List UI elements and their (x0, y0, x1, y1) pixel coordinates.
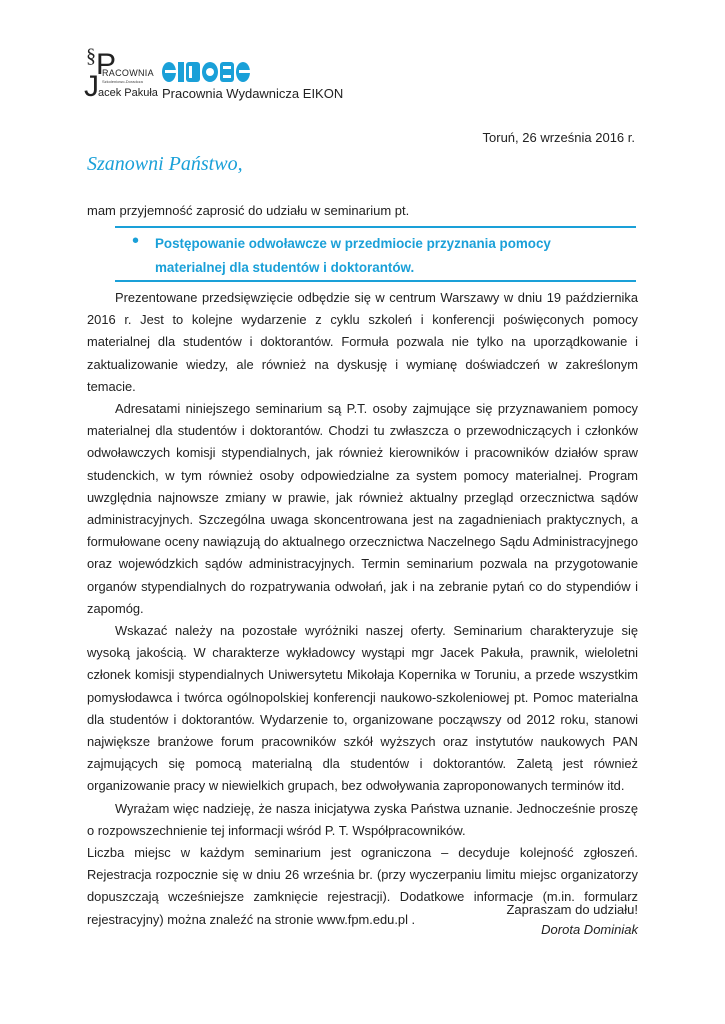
intro-line: mam przyjemność zaprosić do udziału w seminarium pt. (87, 203, 410, 218)
letter-body (87, 287, 638, 931)
paragraph-4: Wyrażam więc nadzieję, że nasza inicjatywa zyska Państwa uznanie. Jednocześnie proszę o rozpowszechnienie tej informacji wśród P. T. Współpracowników. (87, 800, 638, 838)
logo-name: acek Pakuła (98, 87, 158, 99)
paragraph-1: Prezentowane przedsięwzięcie odbędzie się w centrum Warszawy w dniu 19 października 2016 r. Jest to kolejne wydarzenie z cyklu szkoleń i konferencji poświęconych pomocy materialnej dla studentów i doktorantów. Formuła pozwala nie tylko na uporządkowanie i zaktualizowanie wiedzy, ale również na dyskusję i wymianę doświadczeń w zakreślonym temacie. (87, 290, 638, 394)
closing-block (506, 900, 638, 940)
logo-letter-j: J (84, 70, 99, 103)
seminar-title-line-2: materialnej dla studentów i doktorantów. (155, 260, 415, 275)
bullet-icon: • (132, 230, 140, 252)
signature: Dorota Dominiak (541, 922, 638, 937)
top-rule (115, 226, 636, 228)
logo-letter-p: P (96, 48, 117, 81)
logo-pracownia: RACOWNIA (102, 68, 154, 78)
seminar-title-line-1: Postępowanie odwoławcze w przedmiocie przyznania pomocy (155, 236, 551, 251)
letter-date: Toruń, 26 września 2016 r. (482, 130, 635, 145)
closing-line: Zapraszam do udziału! (506, 902, 638, 917)
jp-logo (84, 46, 164, 104)
bottom-rule (115, 280, 636, 282)
eikon-name: Pracownia Wydawnicza EIKON (162, 86, 344, 101)
salutation: Szanowni Państwo, (87, 153, 243, 175)
logo-small-line: Szkoleniowo-Doradcza (102, 79, 143, 84)
section-mark: § (86, 45, 96, 67)
seminar-title (155, 232, 615, 280)
paragraph-5: Liczba miejsc w każdym seminarium jest ograniczona – decyduje kolejność zgłoszeń. Rejestracja rozpocznie się w dniu 26 września br. (przy wyczerpaniu limitu miejsc organizatorzy dopuszczają wcześniejsze zamknięcie rejestracji). Dodatkowe informacje (m.in. formularz rejestracyjny) można znaleźć na stronie www.fpm.edu.pl . (87, 845, 638, 927)
paragraph-3: Wskazać należy na pozostałe wyróżniki naszej oferty. Seminarium charakteryzuje się wysoką jakością. W charakterze wykładowcy wystąpi mgr Jacek Pakuła, prawnik, wieloletni członek komisji stypendialnych Uniwersytetu Mikołaja Kopernika w Toruniu, a przede wszystkim pomysłodawca i twórca ogólnopolskiej konferencji naukowo-szkoleniowej pt. Pomoc materialna dla studentów i doktorantów. Wydarzenie to, organizowane począwszy od 2012 roku, stanowi największe branżowe forum pracowników szkół wyższych oraz instytutów naukowych PAN zajmujących się pomocą materialną dla studentów i doktorantów. Zaletą jest również organizowanie pracy w niewielkich grupach, bez odwoływania zaproponowanych terminów itd. (87, 623, 638, 794)
eikon-logo-icon (162, 58, 250, 86)
paragraph-2: Adresatami niniejszego seminarium są P.T. osoby zajmujące się przyznawaniem pomocy materialnej dla studentów i doktorantów. Chodzi tu zwłaszcza o przewodniczących i członków odwoławczych komisji stypendialnych, jak również kierowników i pracowników działów spraw studenckich, w tym również osoby odpowiedzialne za system pomocy materialnej. Program uwzględnia najnowsze zmiany w prawie, jak również aktualny przegląd orzecznictwa sądów administracyjnych. Szczególna uwaga skoncentrowana jest na zagadnieniach praktycznych, a formułowane oceny nawiązują do aktualnego orzecznictwa Naczelnego Sądu Administracyjnego oraz wojewódzkich sądów administracyjnych. Termin seminarium pozwala na przygotowanie organów stypendialnych do rozpatrywania odwołań, jak i na zebranie pytań co do stypendiów i zapomóg. (87, 401, 638, 616)
